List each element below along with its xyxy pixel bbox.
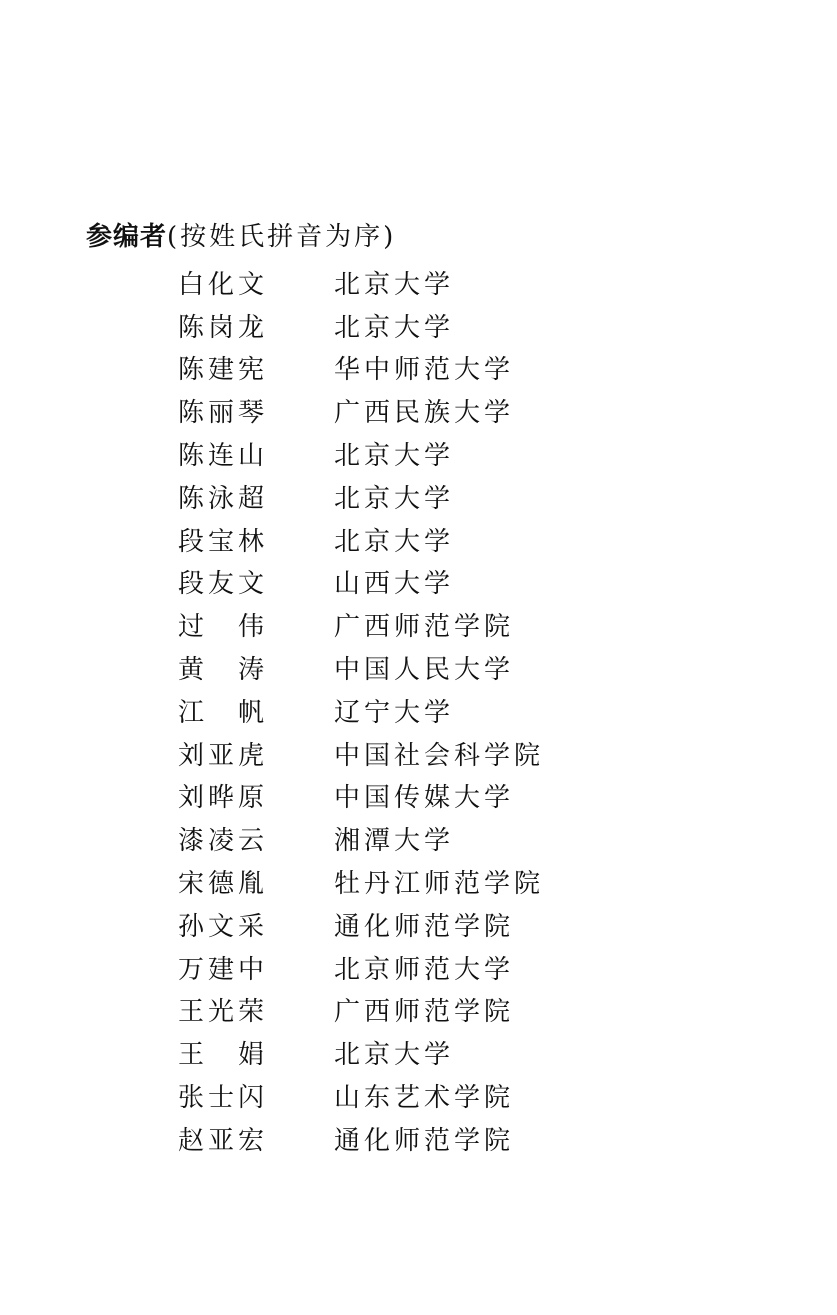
contributor-affiliation: 通化师范学院 [334,1125,515,1156]
contributor-affiliation: 通化师范学院 [334,911,515,942]
contributor-row [178,1031,738,1074]
contributor-row [178,989,738,1032]
contributor-row [178,432,738,475]
contributor-row [178,389,738,432]
contributor-name: 江 帆 [178,697,269,728]
contributor-affiliation: 牡丹江师范学院 [334,869,545,900]
contributor-affiliation: 北京大学 [334,441,455,472]
contributor-name: 陈连山 [178,441,269,472]
contributor-affiliation: 中国人民大学 [334,655,515,686]
contributor-row [178,860,738,903]
contributor-name: 万建中 [178,954,269,985]
contributor-name: 陈岗龙 [178,312,269,343]
contributor-affiliation: 山东艺术学院 [334,1083,515,1114]
contributor-affiliation: 北京大学 [334,526,455,557]
contributor-row [178,347,738,390]
contributor-row [178,1117,738,1160]
contributor-name: 王 娟 [178,1040,269,1071]
contributor-affiliation: 北京师范大学 [334,954,515,985]
contributor-affiliation: 华中师范大学 [334,355,515,386]
contributor-name: 陈丽琴 [178,398,269,429]
contributor-name: 张士闪 [178,1083,269,1114]
contributor-name: 赵亚宏 [178,1125,269,1156]
contributor-affiliation: 中国传媒大学 [334,783,515,814]
heading-note: (按姓氏拼音为序) [167,222,397,252]
contributor-name: 王光荣 [178,997,269,1028]
contributor-row [178,1074,738,1117]
contributor-affiliation: 广西师范学院 [334,997,515,1028]
contributor-row [178,603,738,646]
contributor-row [178,475,738,518]
contributor-name: 刘亚虎 [178,740,269,771]
contributor-affiliation: 北京大学 [334,1040,455,1071]
contributor-row [178,646,738,689]
heading-title: 参编者 [86,222,168,252]
contributor-row [178,903,738,946]
contributor-row [178,817,738,860]
contributor-name: 漆凌云 [178,826,269,857]
contributor-name: 陈建宪 [178,355,269,386]
contributor-row [178,561,738,604]
contributor-affiliation: 广西师范学院 [334,612,515,643]
contributor-name: 过 伟 [178,612,269,643]
contributor-affiliation: 湘潭大学 [334,826,455,857]
contributor-name: 白化文 [178,269,269,300]
contributor-row [178,261,738,304]
contributor-name: 宋德胤 [178,869,269,900]
contributor-row [178,775,738,818]
contributor-name: 刘晔原 [178,783,269,814]
contributor-affiliation: 广西民族大学 [334,398,515,429]
contributor-affiliation: 北京大学 [334,312,455,343]
contributor-affiliation: 中国社会科学院 [334,740,545,771]
contributor-name: 段友文 [178,569,269,600]
contributor-name: 陈泳超 [178,483,269,514]
contributor-row [178,732,738,775]
contributor-affiliation: 北京大学 [334,483,455,514]
contributor-affiliation: 北京大学 [334,269,455,300]
contributor-row [178,946,738,989]
contributor-row [178,518,738,561]
contributor-name: 段宝林 [178,526,269,557]
contributors-heading [86,220,396,254]
contributor-affiliation: 山西大学 [334,569,455,600]
contributor-name: 黄 涛 [178,655,269,686]
contributor-affiliation: 辽宁大学 [334,697,455,728]
contributor-list [178,261,738,1160]
contributor-name: 孙文采 [178,911,269,942]
contributor-row [178,689,738,732]
contributor-row [178,304,738,347]
